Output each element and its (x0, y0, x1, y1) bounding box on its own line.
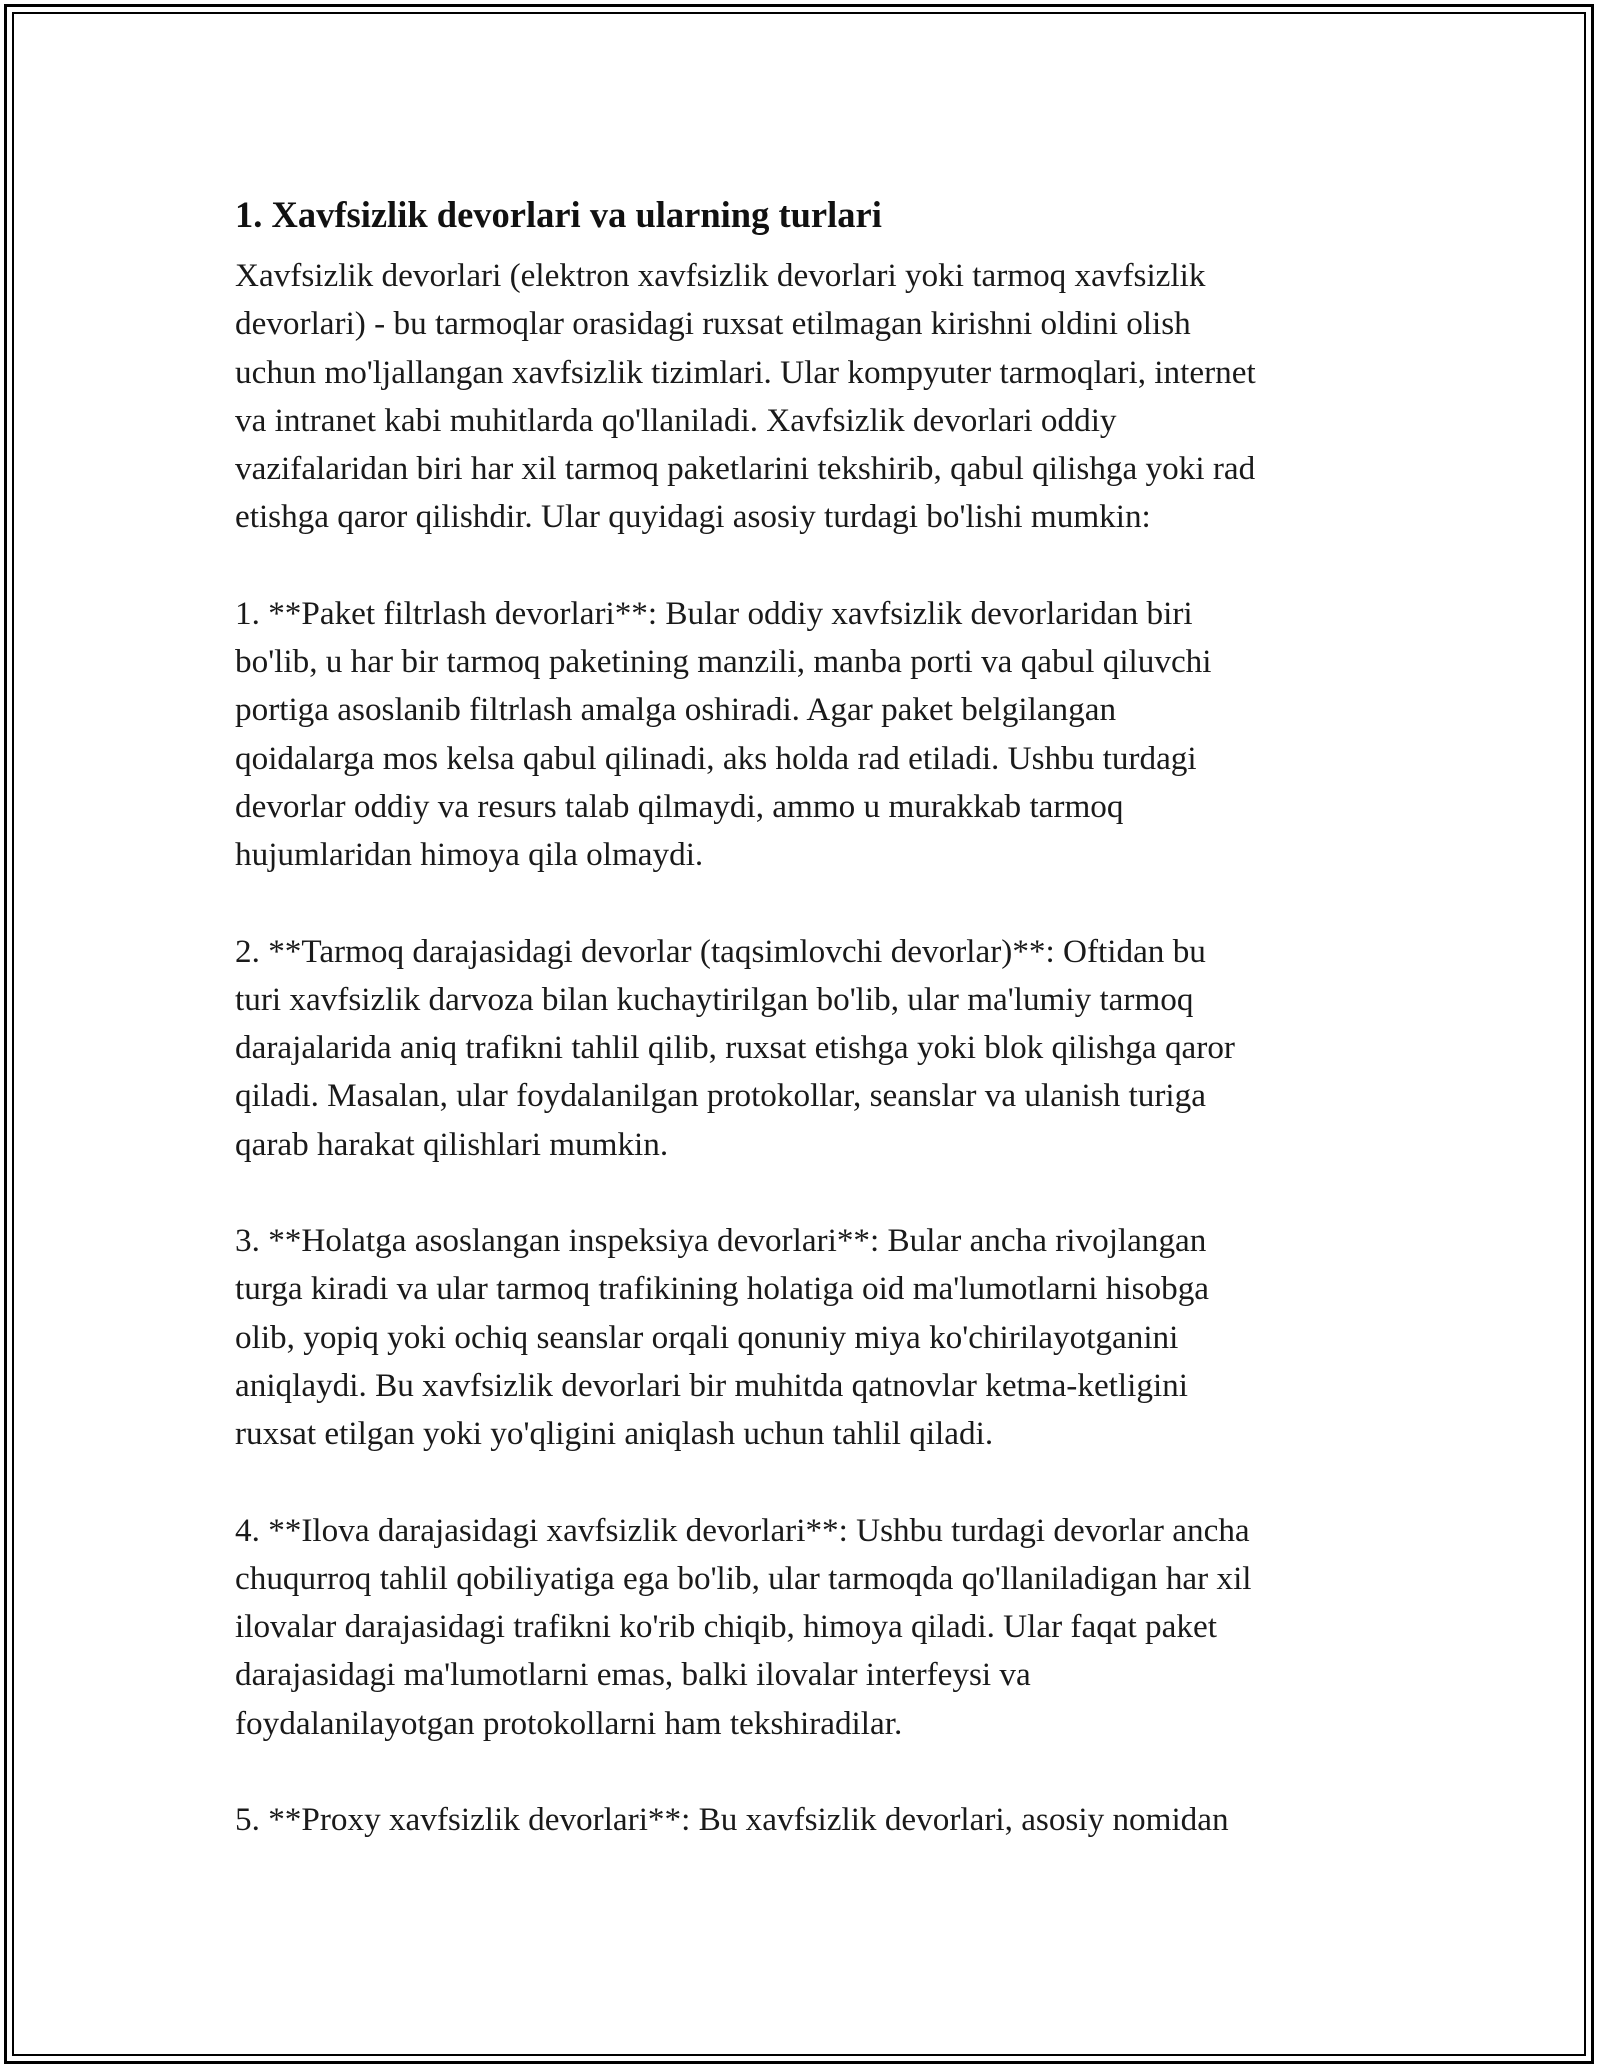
list-item-application-level: 4. **Ilova darajasidagi xavfsizlik devorlari**: Ushbu turdagi devorlar ancha chuqurroq tahlil qobiliyatiga ega bo'lib, ular tarmoqda qo'llaniladigan har xil ilovalar darajasidagi trafikni ko'rib chiqib, himoya qiladi. Ular faqat paket darajasidagi ma'lumotlarni emas, balki ilovalar interfeysi va foydalanilayotgan protokollarni ham tekshiradilar. (235, 1511, 1252, 1742)
list-item-packet-filter: 1. **Paket filtrlash devorlari**: Bular oddiy xavfsizlik devorlaridan biri bo'lib, u har bir tarmoq paketining manzili, manba porti va qabul qiluvchi portiga asoslanib filtrlash amalga oshiradi. Agar paket belgilangan qoidalarga mos kelsa qabul qilinadi, aks holda rad etiladi. Ushbu turdagi devorlar oddiy va resurs talab qilmaydi, ammo u murakkab tarmoq hujumlaridan himoya qila olmaydi. (235, 594, 1212, 874)
list-item-network-level: 2. **Tarmoq darajasidagi devorlar (taqsimlovchi devorlar)**: Oftidan bu turi xavfsizlik darvoza bilan kuchaytirilgan bo'lib, ular ma'lumiy tarmoq darajalarida aniq trafikni tahlil qilib, ruxsat etishga yoki blok qilishga qaror qiladi. Masalan, ular foydalanilgan protokollar, seanslar va ulanish turiga qarab harakat qilishlari mumkin. (235, 932, 1235, 1163)
intro-paragraph: Xavfsizlik devorlari (elektron xavfsizlik devorlari yoki tarmoq xavfsizlik devorlari) - bu tarmoqlar orasidagi ruxsat etilmagan kirishni oldini olish uchun mo'ljallangan xavfsizlik tizimlari. Ular kompyuter tarmoqlari, internet va intranet kabi muhitlarda qo'llaniladi. Xavfsizlik devorlari oddiy vazifalaridan biri har xil tarmoq paketlarini tekshirib, qabul qilishga yoki rad etishga qaror qilishdir. Ular quyidagi asosiy turdagi bo'lishi mumkin: (235, 257, 1256, 536)
list-item-proxy: 5. **Proxy xavfsizlik devorlari**: Bu xavfsizlik devorlari, asosiy nomidan (235, 1801, 1229, 1839)
document-body (235, 190, 1375, 1844)
section-heading: 1. Xavfsizlik devorlari va ularning turlari (235, 194, 882, 235)
list-item-stateful-inspection: 3. **Holatga asoslangan inspeksiya devorlari**: Bular ancha rivojlangan turga kiradi va ular tarmoq trafikining holatiga oid ma'lumotlarni hisobga olib, yopiq yoki ochiq seanslar orqali qonuniy miya ko'chirilayotganini aniqlaydi. Bu xavfsizlik devorlari bir muhitda qatnovlar ketma-ketligini ruxsat etilgan yoki yo'qligini aniqlash uchun tahlil qiladi. (235, 1222, 1210, 1453)
